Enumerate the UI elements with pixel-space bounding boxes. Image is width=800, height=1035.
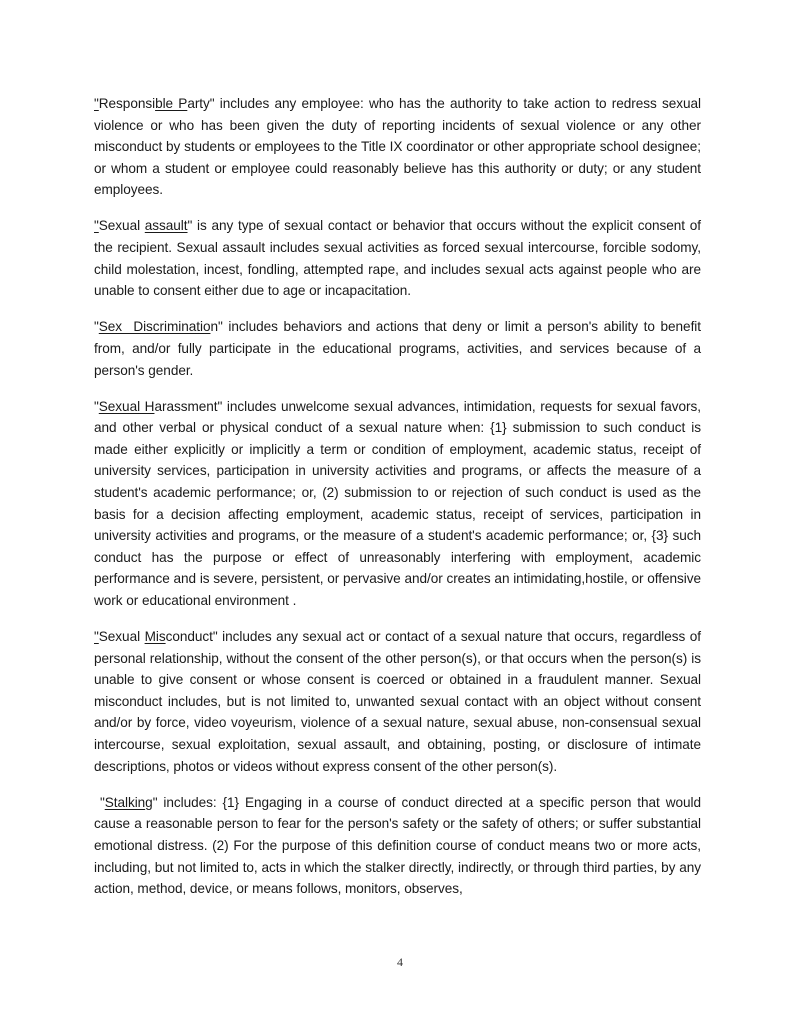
open-quote: " (94, 398, 99, 414)
term-plain-after: arty (187, 96, 210, 111)
definition-body: " includes unwelcome sexual advances, intimidation, requests for sexual favors, and other verbal or physical conduct of a sexual nature when: {1} submission to such conduct is made either explicitly or implicitly a term or condition of employment, academic status, receipt of university services, participation in university activities and programs, or affects the measure of a student's academic performance; or, (2) submission to or rejection of such conduct is used as the basis for a decision affecting employment, academic status, receipt of services, participation in university activities and programs, or the measure of a student's academic performance; or, {3} such conduct has the purpose or effect of unreasonably interfering with employment, academic performance and is severe, persistent, or pervasive and/or creates an intimidating,hostile, or offensive work or educational environment . (94, 398, 702, 608)
definition-responsible-party (94, 93, 701, 201)
term-plain-after: arassment (154, 398, 218, 414)
definition-sexual-harassment (94, 396, 701, 612)
term-plain-after: g (145, 794, 153, 810)
open-quote: " (94, 629, 99, 645)
definition-body: " includes behaviors and actions that deny or limit a person's ability to benefit from, and/or fully participate in the educational programs, activities, and services because of a person's gender. (94, 319, 701, 378)
definition-sexual-misconduct (94, 626, 701, 777)
term-plain-after: n (210, 319, 218, 335)
definition-sexual-assault (94, 215, 701, 301)
open-quote: " (94, 96, 99, 111)
definition-body: " includes any sexual act or contact of a sexual nature that occurs, regardless of personal relationship, without the consent of the other person(s), or that occurs when the person(s) is unable to give consent or whose consent is coerced or obtained in a fraudulent manner. Sexual misconduct includes, but is not limited to, unwanted sexual contact with an object without consent and/or by force, video voyeurism, violence of a sexual nature, sexual abuse, non-consensual sexual intercourse, sexual exploitation, sexual assault, and obtaining, posting, or disclosure of intimate descriptions, photos or videos without express consent of the other person(s). (94, 629, 701, 774)
definition-stalking (94, 792, 701, 900)
definition-body: " includes: {1} Engaging in a course of conduct directed at a specific person that would cause a reasonable person to fear for the person's safety or the safety of others; or suffer substantial emotional distress. (2) For the purpose of this definition course of conduct means two or more acts, including, but not limited to, acts in which the stalker directly, indirectly, or through third parties, by any action, method, device, or means follows, monitors, observes, (94, 794, 701, 897)
definition-body: " includes any employee: who has the authority to take action to redress sexual violence or who has been given the duty of reporting incidents of sexual violence or any other misconduct by students or employees to the Title IX coordinator or other appropriate school designee; or whom a student or employee could reasonably believe has this authority or duty; or any student employees. (94, 96, 702, 198)
document-page (94, 93, 701, 914)
term-plain-before: Sexual (98, 218, 145, 234)
open-quote: " (94, 794, 105, 810)
term-underlined: Stalkin (104, 794, 146, 810)
term-underlined: assault (144, 218, 188, 234)
term-underlined: Sexual H (98, 398, 155, 414)
definition-body: " is any type of sexual contact or behavior that occurs without the explicit consent of the recipient. Sexual assault includes sexual activities as forced sexual intercourse, forcible sodomy, child molestation, incest, fondling, attempted rape, and includes sexual acts against people who are unable to consent either due to age or incapacitation. (94, 218, 701, 299)
definition-sex-discrimination (94, 316, 701, 381)
term-plain-after: conduct (165, 629, 213, 645)
term-underlined: ble P (155, 96, 188, 111)
term-underlined: Mis (144, 629, 166, 645)
term-plain-before: Responsi (98, 96, 156, 111)
page-number: 4 (397, 955, 403, 969)
open-quote: " (94, 218, 99, 234)
open-quote: " (94, 319, 99, 335)
term-underlined: Sex Discriminatio (98, 319, 211, 335)
term-plain-before: Sexual (98, 629, 145, 645)
